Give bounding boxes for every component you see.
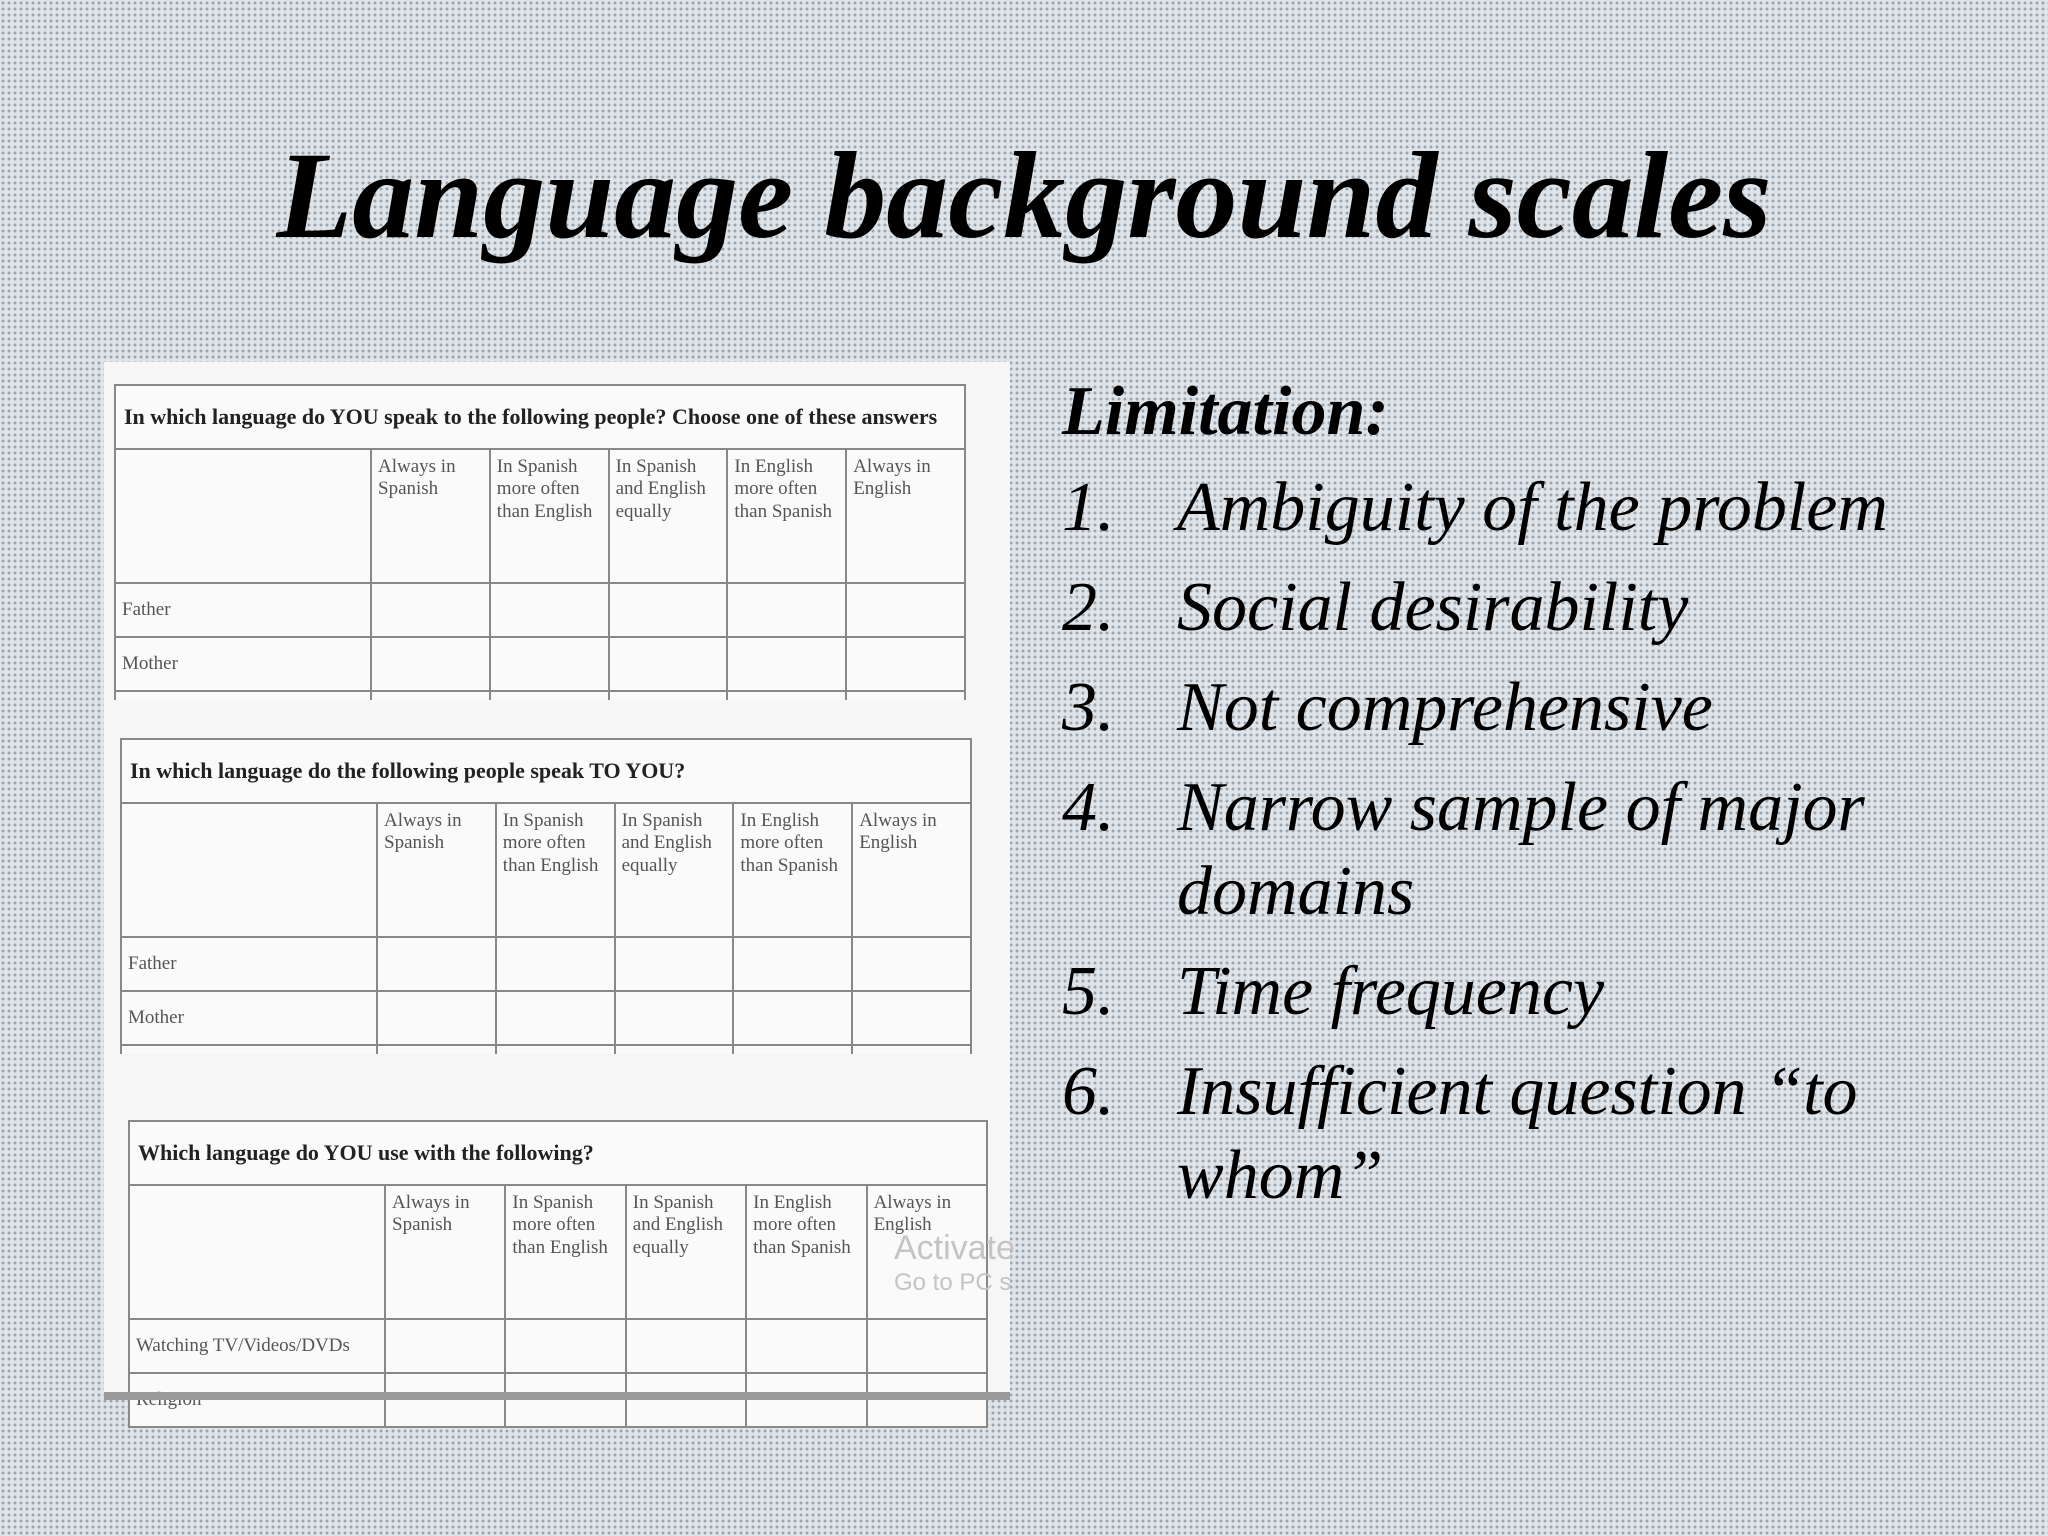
row-label: Watching TV/Videos/DVDs bbox=[129, 1319, 385, 1373]
answer-cell bbox=[746, 1373, 866, 1427]
limitation-text: Insufficient question “to whom” bbox=[1177, 1053, 1858, 1214]
limitations-heading: Limitation: bbox=[1062, 373, 1389, 450]
limitation-number: 6. bbox=[1062, 1053, 1115, 1130]
row-label: Father bbox=[121, 937, 377, 991]
answer-option: Always in Spanish bbox=[377, 803, 496, 937]
limitation-text: Not comprehensive bbox=[1177, 669, 1713, 746]
answer-cell bbox=[385, 1373, 505, 1427]
survey-table-3 bbox=[128, 1120, 988, 1428]
survey-table-1 bbox=[114, 384, 966, 700]
answer-cell bbox=[371, 637, 490, 691]
answer-option: Always in Spanish bbox=[371, 449, 490, 583]
row-label: Father bbox=[115, 583, 371, 637]
answer-cell bbox=[733, 937, 852, 991]
answer-option: In Spanish and English equally bbox=[615, 803, 734, 937]
row-label: Mother bbox=[121, 991, 377, 1045]
activation-watermark bbox=[894, 1228, 1015, 1298]
answer-cell bbox=[846, 583, 965, 637]
answer-cell bbox=[626, 1373, 746, 1427]
limitation-item bbox=[1062, 566, 2022, 650]
answer-cell bbox=[727, 637, 846, 691]
answer-cell bbox=[496, 937, 615, 991]
answer-cell bbox=[727, 583, 846, 637]
answer-cell bbox=[746, 1319, 866, 1373]
answer-option: In Spanish more often than English bbox=[505, 1185, 625, 1319]
answer-option: In English more often than Spanish bbox=[733, 803, 852, 937]
answer-cell bbox=[505, 1319, 625, 1373]
answer-option: In Spanish more often than English bbox=[490, 449, 609, 583]
answer-cell bbox=[733, 991, 852, 1045]
blank-cell bbox=[129, 1185, 385, 1319]
answer-cell bbox=[609, 583, 728, 637]
limitation-item bbox=[1062, 766, 2022, 934]
answer-option: Always in English bbox=[846, 449, 965, 583]
answer-cell bbox=[377, 991, 496, 1045]
answer-cell bbox=[615, 937, 734, 991]
answer-cell bbox=[852, 991, 971, 1045]
limitation-item bbox=[1062, 950, 2022, 1034]
answer-cell bbox=[609, 637, 728, 691]
row-label bbox=[129, 1373, 385, 1427]
answer-cell bbox=[867, 1373, 987, 1427]
slide-title: Language background scales bbox=[276, 127, 1772, 264]
image-bottom-edge bbox=[104, 1392, 1010, 1400]
answer-cell bbox=[377, 937, 496, 991]
answer-option: In English more often than Spanish bbox=[727, 449, 846, 583]
table-question: Which language do YOU use with the following? bbox=[129, 1121, 987, 1185]
limitation-number: 2. bbox=[1062, 569, 1115, 646]
watermark-line-1: Activate bbox=[894, 1229, 1015, 1267]
row-label: Mother bbox=[115, 637, 371, 691]
limitation-item bbox=[1062, 466, 2022, 550]
answer-cell bbox=[615, 991, 734, 1045]
answer-cell bbox=[505, 1373, 625, 1427]
answer-option: In English more often than Spanish bbox=[746, 1185, 866, 1319]
limitation-number: 3. bbox=[1062, 669, 1115, 746]
limitation-item bbox=[1062, 1050, 2022, 1218]
answer-option: In Spanish more often than English bbox=[496, 803, 615, 937]
blank-cell bbox=[115, 449, 371, 583]
limitation-text: Social desirability bbox=[1177, 569, 1689, 646]
answer-cell bbox=[490, 583, 609, 637]
answer-cell bbox=[852, 937, 971, 991]
limitation-item bbox=[1062, 666, 2022, 750]
limitation-text: Narrow sample of major domains bbox=[1177, 769, 1865, 930]
survey-image bbox=[104, 362, 1015, 1400]
answer-option: In Spanish and English equally bbox=[609, 449, 728, 583]
blank-cell bbox=[121, 803, 377, 937]
limitation-number: 4. bbox=[1062, 769, 1115, 846]
answer-option: Always in Spanish bbox=[385, 1185, 505, 1319]
survey-table-2 bbox=[120, 738, 972, 1054]
limitation-text: Time frequency bbox=[1177, 953, 1605, 1030]
table-question: In which language do the following people speak TO YOU? bbox=[121, 739, 971, 803]
answer-option: Always in English bbox=[867, 1185, 987, 1319]
limitation-number: 5. bbox=[1062, 953, 1115, 1030]
answer-cell bbox=[496, 991, 615, 1045]
answer-cell bbox=[490, 637, 609, 691]
watermark-line-2: Go to PC s bbox=[894, 1268, 1012, 1296]
limitation-number: 1. bbox=[1062, 469, 1115, 546]
answer-cell bbox=[867, 1319, 987, 1373]
answer-cell bbox=[846, 637, 965, 691]
limitations-list bbox=[1062, 466, 2022, 1218]
answer-option: In Spanish and English equally bbox=[626, 1185, 746, 1319]
answer-cell bbox=[626, 1319, 746, 1373]
answer-cell bbox=[371, 583, 490, 637]
limitations-panel bbox=[1062, 370, 2022, 1234]
limitation-text: Ambiguity of the problem bbox=[1177, 469, 1888, 546]
answer-option: Always in English bbox=[852, 803, 971, 937]
answer-cell bbox=[385, 1319, 505, 1373]
table-question: In which language do YOU speak to the following people? Choose one of these answers bbox=[115, 385, 965, 449]
